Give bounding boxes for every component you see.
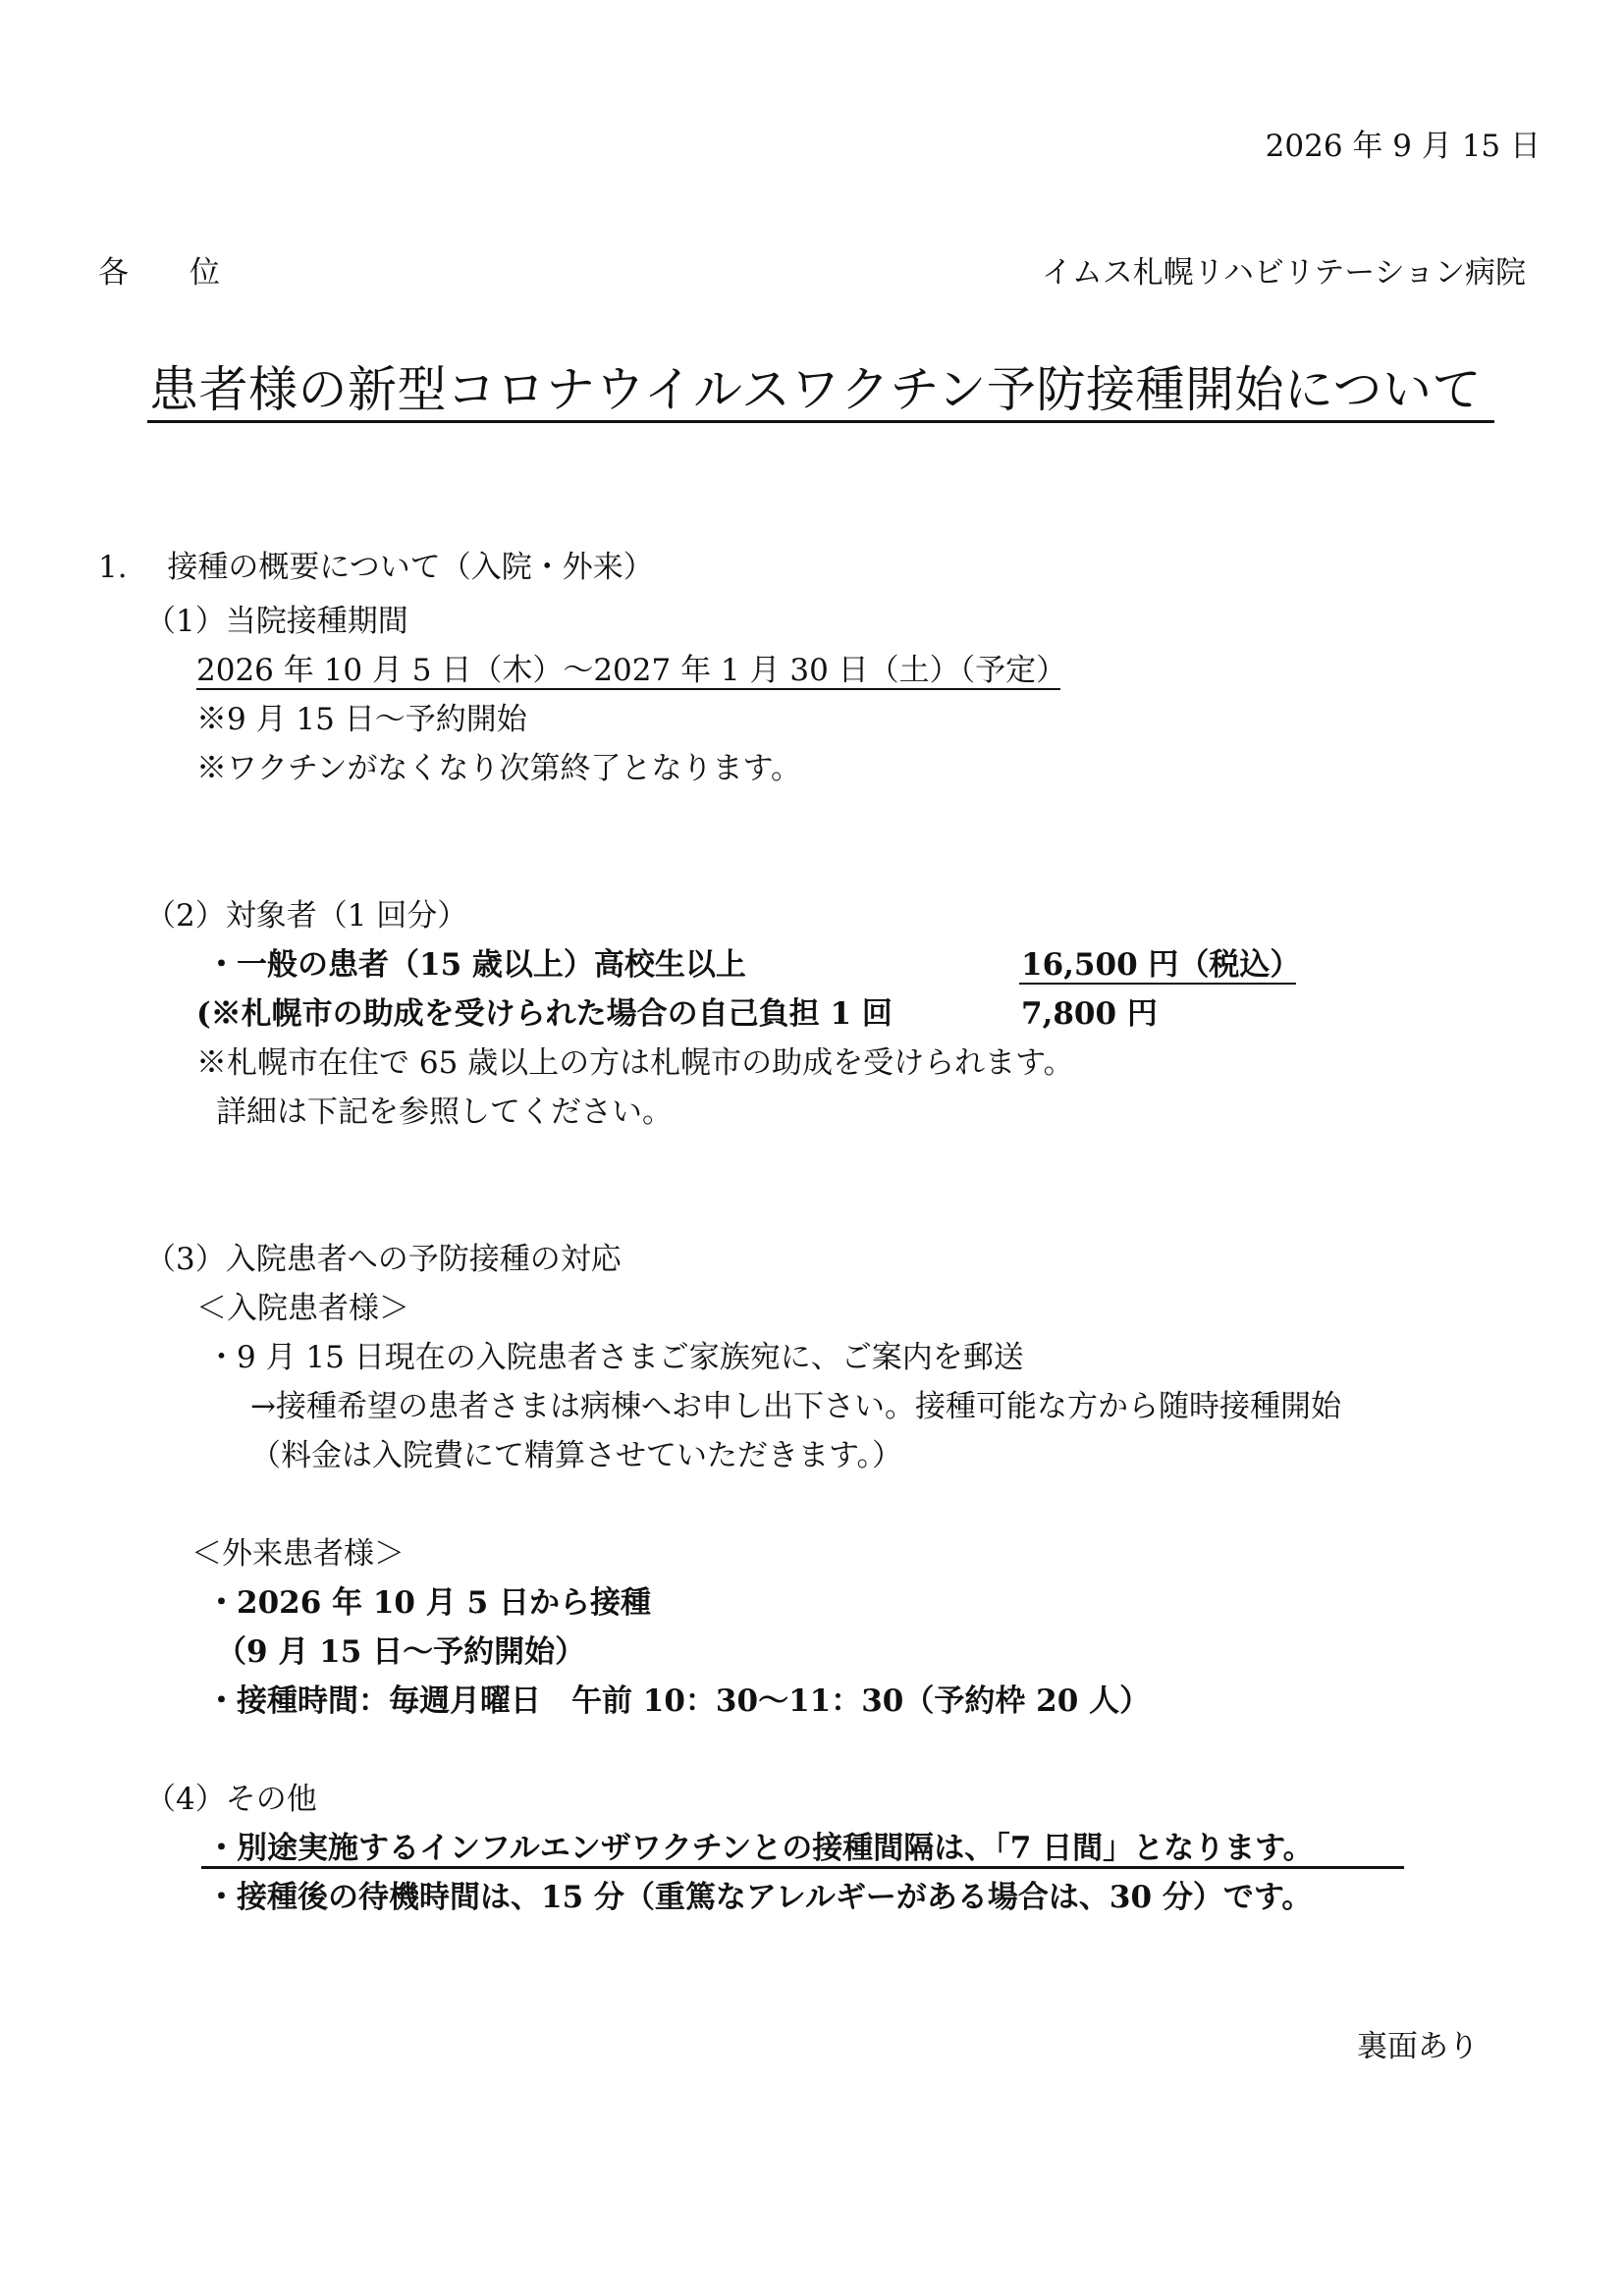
title-underline [147, 420, 1494, 423]
subsection-1-heading: （1）当院接種期間 [145, 604, 408, 639]
other-line-2: ・接種後の待機時間は、15 分（重篤なアレルギーがある場合は、30 分）です。 [206, 1880, 1313, 1915]
subsection-2-heading: （2）対象者（1 回分） [145, 898, 468, 934]
other-line-1: ・別途実施するインフルエンザワクチンとの接種間隔は、「7 日間」となります。 [206, 1831, 1314, 1866]
outpatient-line-3: ・接種時間：毎週月曜日 午前 10：30～11：30（予約枠 20 人） [206, 1683, 1151, 1719]
period-note-end: ※ワクチンがなくなり次第終了となります。 [196, 751, 801, 786]
general-patient-price: 16,500 円（税込） [1021, 947, 1301, 983]
subsidy-note: ※札幌市在住で 65 歳以上の方は札幌市の助成を受けられます。 [196, 1045, 1074, 1081]
other-line-1-underline [201, 1866, 1404, 1869]
subsidy-price: 7,800 円 [1021, 996, 1158, 1032]
sender-hospital: イムス札幌リハビリテーション病院 [1041, 255, 1526, 291]
subsection-3-heading: （3）入院患者への予防接種の対応 [145, 1242, 622, 1277]
outpatient-line-1: ・2026 年 10 月 5 日から接種 [206, 1585, 651, 1621]
inpatient-line-2: →接種希望の患者さまは病棟へお申し出下さい。接種可能な方から随時接種開始 [250, 1389, 1341, 1424]
period-note-reservation: ※9 月 15 日～予約開始 [196, 702, 527, 737]
addressee: 各 位 [98, 255, 220, 291]
subsidy-detail-note: 詳細は下記を参照してください。 [216, 1095, 673, 1130]
subsection-4-heading: （4）その他 [145, 1782, 317, 1817]
inpatient-heading: ＜入院患者様＞ [196, 1291, 409, 1326]
vaccination-period-underline [196, 688, 1060, 690]
subsidy-label: (※札幌市の助成を受けられた場合の自己負担 1 回 [196, 996, 893, 1032]
inpatient-line-3: （料金は入院費にて精算させていただきます。） [250, 1438, 903, 1473]
general-patient-label: ・一般の患者（15 歳以上）高校生以上 [206, 947, 746, 983]
outpatient-line-2: （9 月 15 日～予約開始） [216, 1634, 586, 1670]
general-price-underline [1019, 983, 1296, 985]
vaccination-period: 2026 年 10 月 5 日（木）～2027 年 1 月 30 日（土）（予定） [196, 653, 1067, 688]
outpatient-heading: ＜外来患者様＞ [191, 1536, 405, 1572]
inpatient-line-1: ・9 月 15 日現在の入院患者さまご家族宛に、ご案内を郵送 [206, 1340, 1024, 1375]
document-title: 患者様の新型コロナウイルスワクチン予防接種開始について [149, 361, 1482, 418]
reverse-side-note: 裏面あり [1357, 2029, 1479, 2064]
document-date: 2026 年 9 月 15 日 [1265, 129, 1541, 164]
section-1-heading: 1. 接種の概要について（入院・外来） [98, 550, 654, 585]
